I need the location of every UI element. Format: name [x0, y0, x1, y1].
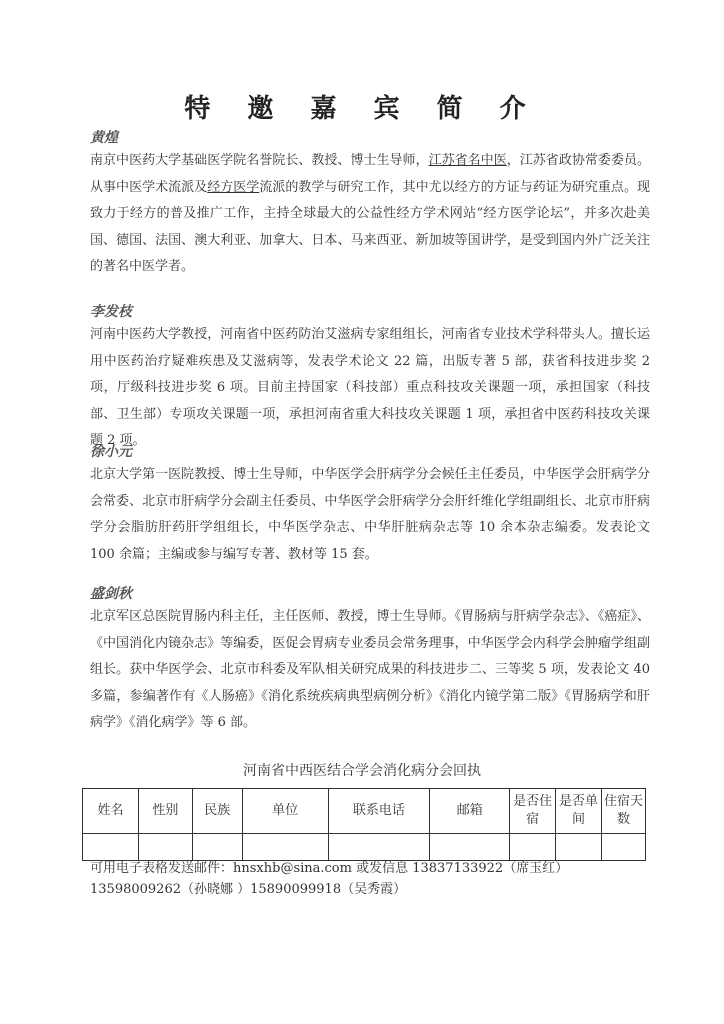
guest-bio: 北京大学第一医院教授、博士生导师，中华医学会肝病学分会候任主任委员，中华医学会肝病学分会常委、北京市肝病学分会副主任委员、中华医学会肝病学分会肝纤维化学组副组长、北京市肝病学分会脂肪肝药肝学组组长，中华医学杂志、中华肝脏病杂志等 10 余本杂志编委。发表论文 100 余篇；主编或参与编写专著、教材等 15 套。 [90, 467, 650, 562]
guest-section-li [90, 302, 650, 455]
guest-section-sheng [90, 584, 650, 737]
bio-text: ，江苏省政协常委委员。从事中医学术流派及 [90, 153, 650, 195]
header-cell: 单位 [242, 789, 328, 834]
blank-cell[interactable] [138, 834, 192, 861]
header-cell: 民族 [192, 789, 242, 834]
bio-text: 南京中医药大学基础医学院名誉院长、教授、博士生导师， [90, 153, 429, 168]
table-header-row [83, 789, 646, 834]
blank-cell[interactable] [602, 834, 646, 861]
bio-text: 流派的教学与研究工作，其中尤以经方的方证与药证为研究重点。现致力于经方的普及推广工作，主持全球最大的公益性经方学术网站“经方医学论坛”，并多次赴美国、德国、法国、澳大利亚、加拿大、日本、马来西亚、新加坡等国讲学，是受到国内外广泛关注的著名中医学者。 [90, 179, 650, 274]
reply-form-table [82, 788, 646, 861]
page-title: 特 邀 嘉 宾 简 介 [184, 94, 540, 124]
guest-name: 盛剑秋 [90, 586, 132, 602]
guest-name: 徐小元 [90, 444, 132, 460]
guest-section-huang [90, 128, 650, 281]
guest-bio: 北京军区总医院胃肠内科主任，主任医师、教授，博士生导师。《胃肠病与肝病学杂志》、《癌症》、《中国消化内镜杂志》等编委，医促会胃病专业委员会常务理事，中华医学会内科学会肿瘤学组副组长。获中华医学会、北京市科委及军队相关研究成果的科技进步二、三等奖 5 项，发表论文 40 多篇，参编著作有《人肠癌》《消化系统疾病典型病例分析》《消化内镜学第二版》《胃肠病学和肝病学》《消化病学》等 6 部。 [90, 609, 650, 730]
blank-cell[interactable] [83, 834, 139, 861]
header-cell: 性别 [138, 789, 192, 834]
contact-note: 可用电子表格发送邮件：hnsxhb@sina.com 或发信息 13837133922（席玉红）13598009262（孙晓娜 ）15890099918（吴秀霞） [90, 861, 569, 897]
blank-cell[interactable] [192, 834, 242, 861]
header-cell: 住宿天数 [602, 789, 646, 834]
blank-cell[interactable] [556, 834, 602, 861]
header-cell: 联系电话 [328, 789, 430, 834]
header-cell: 是否住宿 [510, 789, 556, 834]
reply-form-title: 河南省中西医结合学会消化病分会回执 [243, 763, 481, 779]
guest-bio [90, 148, 650, 281]
blank-cell[interactable] [510, 834, 556, 861]
table-row [83, 834, 646, 861]
blank-cell[interactable] [430, 834, 510, 861]
guest-section-xu [90, 442, 650, 568]
guest-name: 黄煌 [90, 130, 118, 146]
blank-cell[interactable] [242, 834, 328, 861]
underlined-term: 江苏省名中医 [428, 153, 507, 168]
header-cell: 邮箱 [430, 789, 510, 834]
header-cell: 是否单间 [556, 789, 602, 834]
underlined-term: 经方医学 [207, 179, 260, 195]
header-cell: 姓名 [83, 789, 139, 834]
guest-bio: 河南中医药大学教授，河南省中医药防治艾滋病专家组组长，河南省专业技术学科带头人。擅长运用中医药治疗疑难疾患及艾滋病等，发表学术论文 22 篇，出版专著 5 部，获省科技进步奖 2 项，厅级科技进步奖 6 项。目前主持国家（科技部）重点科技攻关课题一项，承担国家（科技部、卫生部）专项攻关课题一项，承担河南省重大科技攻关课题 1 项，承担省中医药科技攻关课题 2 项。 [90, 327, 650, 448]
blank-cell[interactable] [328, 834, 430, 861]
guest-name: 李发枝 [90, 304, 132, 320]
